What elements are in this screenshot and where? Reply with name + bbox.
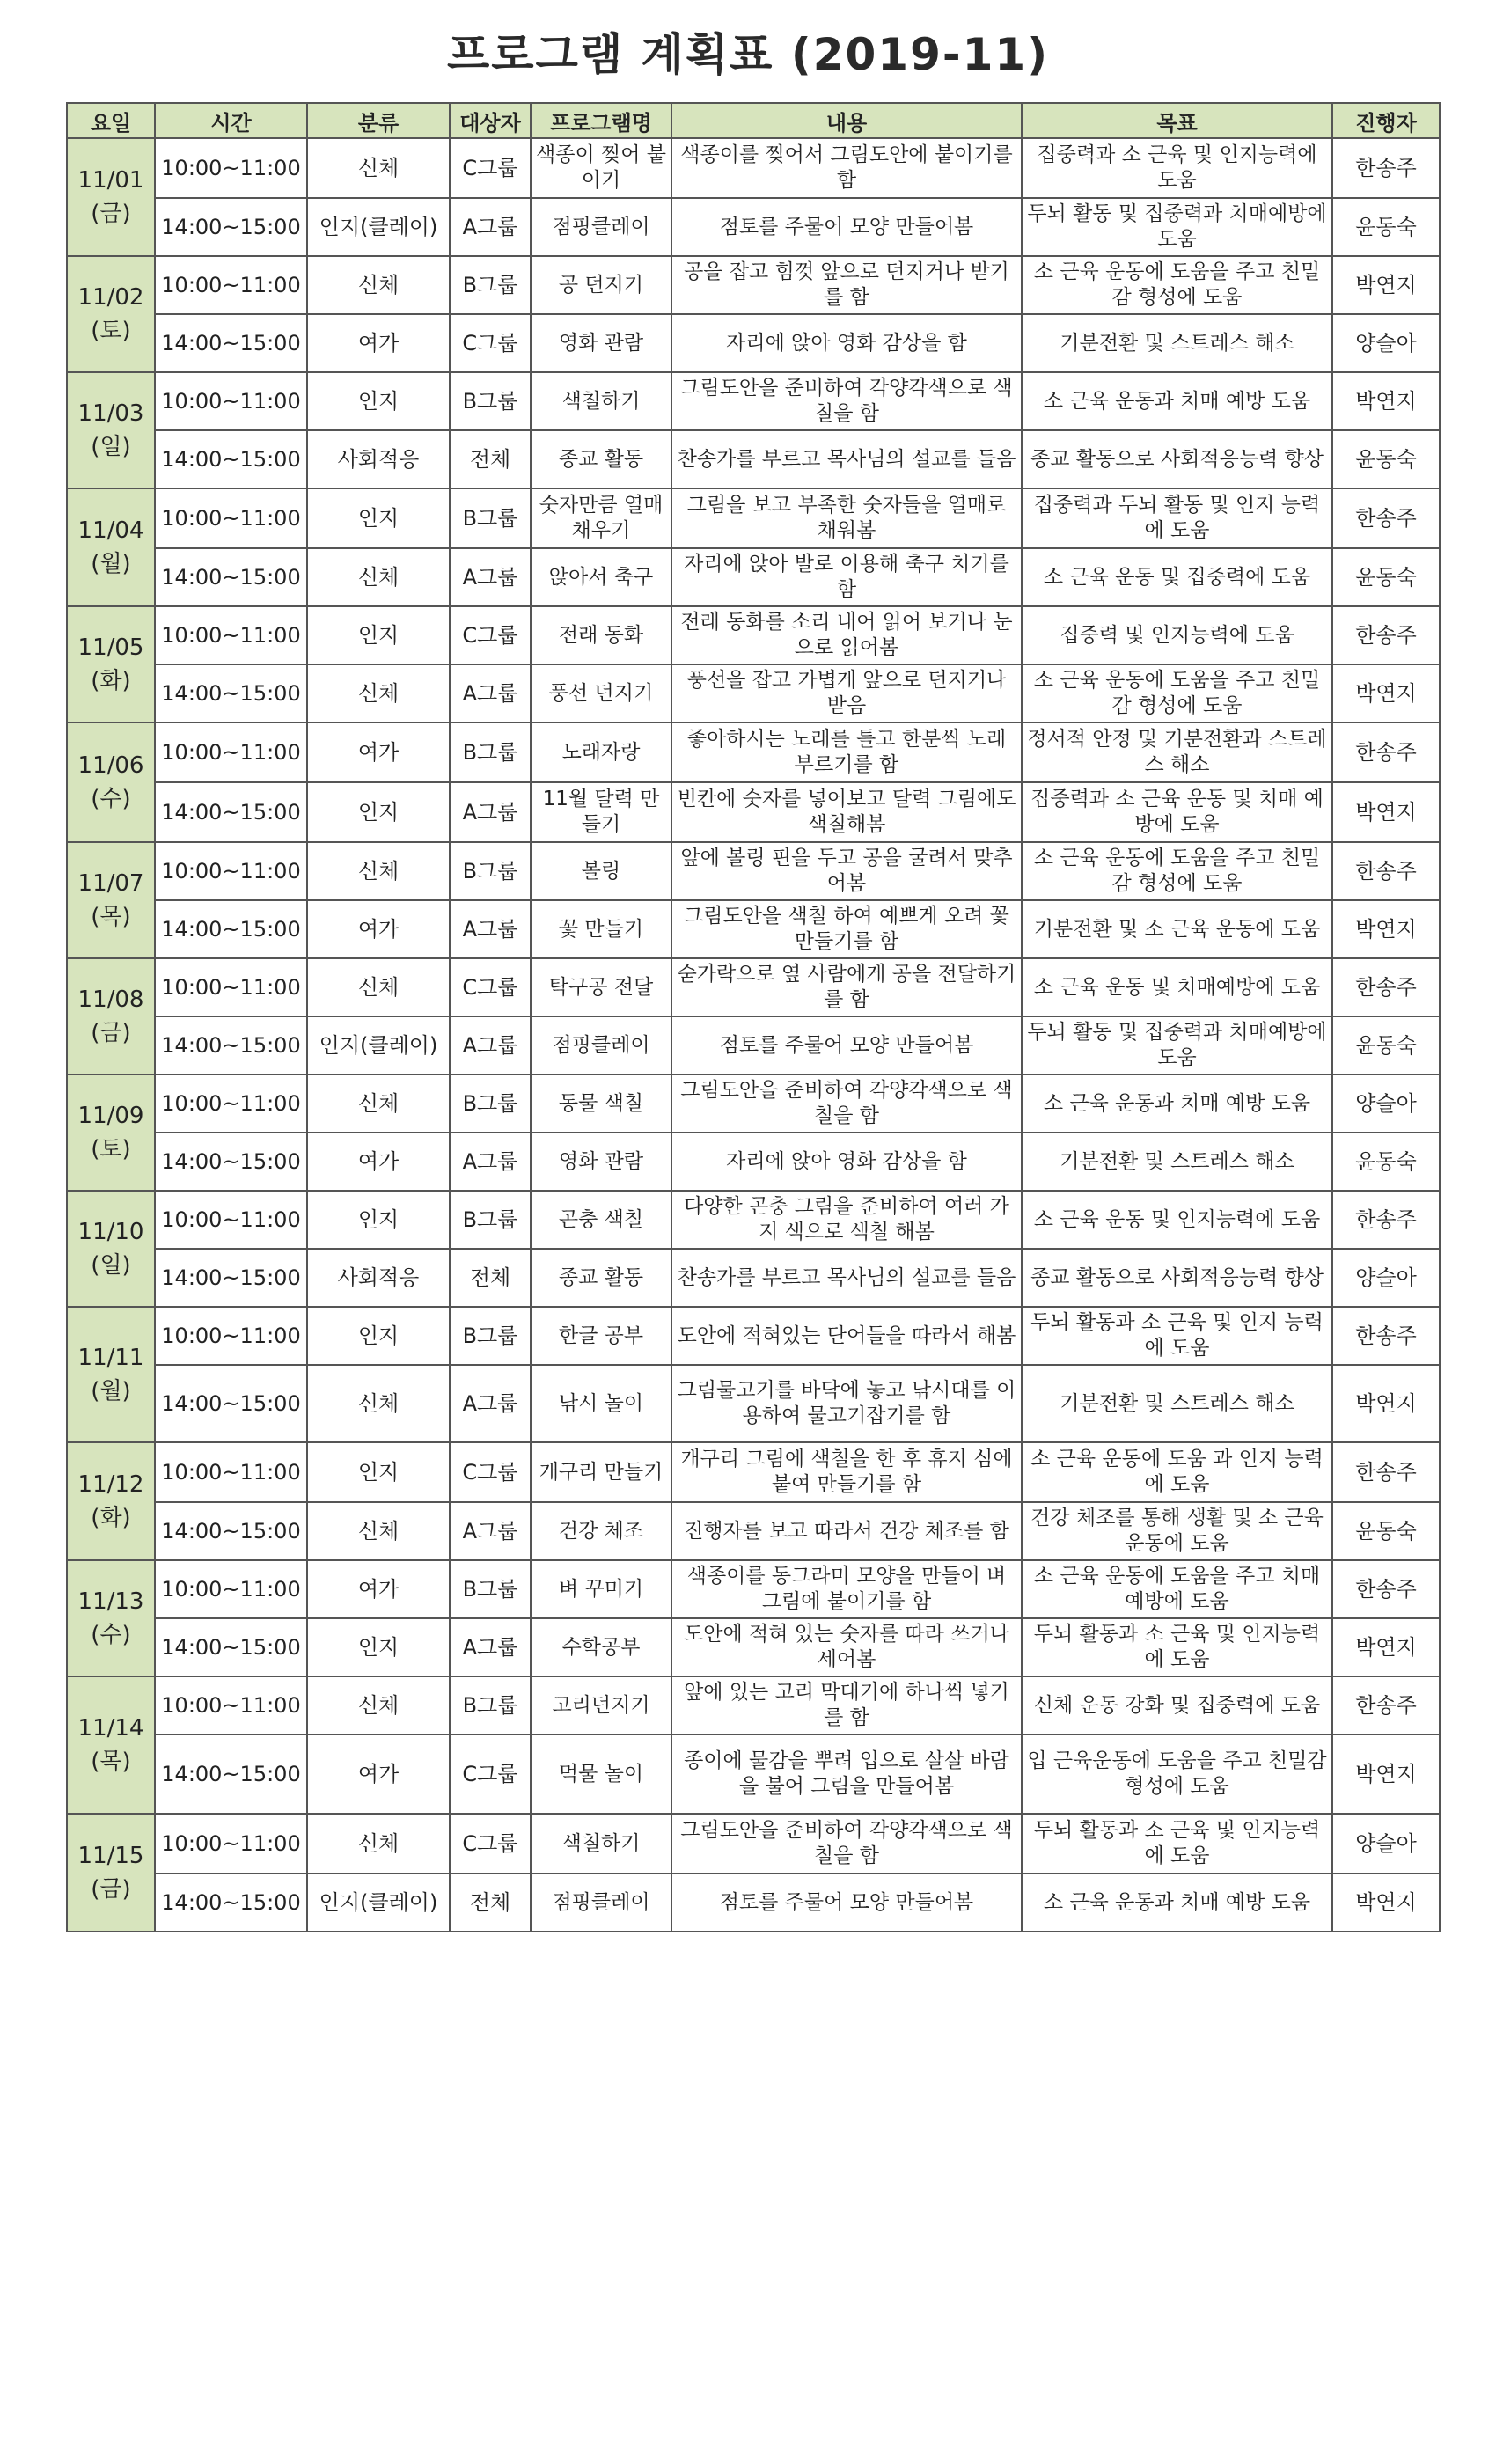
goal-cell: 집중력 및 인지능력에 도움 bbox=[1022, 606, 1332, 664]
category-cell: 여가 bbox=[307, 1133, 450, 1191]
day-weekday: (월) bbox=[91, 551, 131, 577]
time-cell: 10:00~11:00 bbox=[155, 1307, 307, 1365]
leader-cell: 한송주 bbox=[1332, 1307, 1440, 1365]
table-row bbox=[67, 548, 1440, 606]
leader-cell: 윤동숙 bbox=[1332, 1016, 1440, 1074]
program-cell: 동물 색칠 bbox=[531, 1074, 671, 1133]
leader-cell: 한송주 bbox=[1332, 958, 1440, 1016]
table-row bbox=[67, 1874, 1440, 1932]
content-cell: 그림물고기를 바닥에 놓고 낚시대를 이용하여 물고기잡기를 함 bbox=[671, 1365, 1022, 1442]
header-day: 요일 bbox=[67, 103, 155, 138]
content-cell: 앞에 볼링 핀을 두고 공을 굴려서 맞추어봄 bbox=[671, 842, 1022, 900]
leader-cell: 한송주 bbox=[1332, 606, 1440, 664]
target-cell: C그룹 bbox=[450, 1814, 531, 1874]
content-cell: 진행자를 보고 따라서 건강 체조를 함 bbox=[671, 1502, 1022, 1560]
category-cell: 인지 bbox=[307, 1618, 450, 1676]
program-cell: 개구리 만들기 bbox=[531, 1442, 671, 1502]
category-cell: 신체 bbox=[307, 958, 450, 1016]
time-cell: 14:00~15:00 bbox=[155, 430, 307, 488]
goal-cell: 소 근육 운동 및 집중력에 도움 bbox=[1022, 548, 1332, 606]
day-cell bbox=[67, 1191, 155, 1307]
table-row bbox=[67, 138, 1440, 198]
leader-cell: 양슬아 bbox=[1332, 1814, 1440, 1874]
goal-cell: 집중력과 소 근육 운동 및 치매 예방에 도움 bbox=[1022, 782, 1332, 842]
leader-cell: 박연지 bbox=[1332, 1618, 1440, 1676]
time-cell: 14:00~15:00 bbox=[155, 1016, 307, 1074]
table-row bbox=[67, 1734, 1440, 1814]
goal-cell: 기분전환 및 소 근육 운동에 도움 bbox=[1022, 900, 1332, 958]
goal-cell: 두뇌 활동과 소 근육 및 인지능력에 도움 bbox=[1022, 1814, 1332, 1874]
day-cell bbox=[67, 1560, 155, 1676]
target-cell: B그룹 bbox=[450, 1307, 531, 1365]
table-row bbox=[67, 606, 1440, 664]
leader-cell: 박연지 bbox=[1332, 782, 1440, 842]
time-cell: 10:00~11:00 bbox=[155, 958, 307, 1016]
category-cell: 사회적응 bbox=[307, 1249, 450, 1307]
goal-cell: 건강 체조를 통해 생활 및 소 근육 운동에 도움 bbox=[1022, 1502, 1332, 1560]
leader-cell: 한송주 bbox=[1332, 1191, 1440, 1249]
content-cell: 찬송가를 부르고 목사님의 설교를 들음 bbox=[671, 1249, 1022, 1307]
table-row bbox=[67, 1502, 1440, 1560]
table-header-row bbox=[67, 103, 1440, 138]
content-cell: 전래 동화를 소리 내어 읽어 보거나 눈으로 읽어봄 bbox=[671, 606, 1022, 664]
day-weekday: (일) bbox=[91, 434, 131, 460]
target-cell: B그룹 bbox=[450, 1191, 531, 1249]
time-cell: 14:00~15:00 bbox=[155, 1133, 307, 1191]
target-cell: C그룹 bbox=[450, 314, 531, 372]
category-cell: 여가 bbox=[307, 1734, 450, 1814]
content-cell: 색종이를 동그라미 모양을 만들어 벼 그림에 붙이기를 함 bbox=[671, 1560, 1022, 1618]
time-cell: 10:00~11:00 bbox=[155, 1074, 307, 1133]
program-cell: 영화 관람 bbox=[531, 314, 671, 372]
day-date: 11/08 bbox=[77, 986, 144, 1013]
leader-cell: 한송주 bbox=[1332, 842, 1440, 900]
time-cell: 10:00~11:00 bbox=[155, 1814, 307, 1874]
day-weekday: (금) bbox=[91, 1020, 131, 1046]
category-cell: 여가 bbox=[307, 314, 450, 372]
target-cell: A그룹 bbox=[450, 900, 531, 958]
leader-cell: 윤동숙 bbox=[1332, 430, 1440, 488]
category-cell: 신체 bbox=[307, 1365, 450, 1442]
day-weekday: (화) bbox=[91, 668, 131, 694]
table-row bbox=[67, 842, 1440, 900]
category-cell: 사회적응 bbox=[307, 430, 450, 488]
target-cell: A그룹 bbox=[450, 1502, 531, 1560]
goal-cell: 집중력과 소 근육 및 인지능력에 도움 bbox=[1022, 138, 1332, 198]
program-cell: 점핑클레이 bbox=[531, 1016, 671, 1074]
day-cell bbox=[67, 958, 155, 1074]
table-row bbox=[67, 722, 1440, 782]
day-weekday: (화) bbox=[91, 1505, 131, 1531]
target-cell: B그룹 bbox=[450, 842, 531, 900]
goal-cell: 기분전환 및 스트레스 해소 bbox=[1022, 1133, 1332, 1191]
program-cell: 곤충 색칠 bbox=[531, 1191, 671, 1249]
day-cell bbox=[67, 1442, 155, 1560]
time-cell: 10:00~11:00 bbox=[155, 1442, 307, 1502]
day-date: 11/07 bbox=[77, 870, 144, 897]
program-cell: 11월 달력 만들기 bbox=[531, 782, 671, 842]
page-title: 프로그램 계획표 (2019-11) bbox=[446, 29, 1050, 80]
day-date: 11/10 bbox=[77, 1219, 144, 1245]
day-weekday: (토) bbox=[91, 1136, 131, 1162]
leader-cell: 윤동숙 bbox=[1332, 548, 1440, 606]
time-cell: 10:00~11:00 bbox=[155, 722, 307, 782]
content-cell: 그림도안을 준비하여 각양각색으로 색칠을 함 bbox=[671, 1814, 1022, 1874]
goal-cell: 두뇌 활동과 소 근육 및 인지 능력에 도움 bbox=[1022, 1307, 1332, 1365]
day-cell bbox=[67, 138, 155, 256]
category-cell: 신체 bbox=[307, 842, 450, 900]
day-date: 11/05 bbox=[77, 634, 144, 661]
target-cell: 전체 bbox=[450, 430, 531, 488]
program-cell: 점핑클레이 bbox=[531, 1874, 671, 1932]
table-row bbox=[67, 372, 1440, 430]
table-row bbox=[67, 1676, 1440, 1734]
content-cell: 그림도안을 준비하여 각양각색으로 색칠을 함 bbox=[671, 1074, 1022, 1133]
leader-cell: 박연지 bbox=[1332, 1734, 1440, 1814]
leader-cell: 박연지 bbox=[1332, 1365, 1440, 1442]
category-cell: 신체 bbox=[307, 1074, 450, 1133]
table-row bbox=[67, 1191, 1440, 1249]
goal-cell: 소 근육 운동 및 치매예방에 도움 bbox=[1022, 958, 1332, 1016]
day-date: 11/06 bbox=[77, 752, 144, 779]
header-program: 프로그램명 bbox=[531, 103, 671, 138]
time-cell: 14:00~15:00 bbox=[155, 664, 307, 722]
table-row bbox=[67, 1560, 1440, 1618]
goal-cell: 집중력과 두뇌 활동 및 인지 능력에 도움 bbox=[1022, 488, 1332, 548]
program-cell: 색칠하기 bbox=[531, 1814, 671, 1874]
category-cell: 신체 bbox=[307, 664, 450, 722]
target-cell: B그룹 bbox=[450, 1560, 531, 1618]
table-row bbox=[67, 1814, 1440, 1874]
day-weekday: (일) bbox=[91, 1252, 131, 1279]
program-cell: 고리던지기 bbox=[531, 1676, 671, 1734]
time-cell: 14:00~15:00 bbox=[155, 1734, 307, 1814]
time-cell: 10:00~11:00 bbox=[155, 488, 307, 548]
leader-cell: 한송주 bbox=[1332, 1442, 1440, 1502]
goal-cell: 두뇌 활동 및 집중력과 치매예방에 도움 bbox=[1022, 198, 1332, 256]
category-cell: 인지 bbox=[307, 1442, 450, 1502]
target-cell: A그룹 bbox=[450, 664, 531, 722]
category-cell: 신체 bbox=[307, 256, 450, 314]
content-cell: 도안에 적혀 있는 숫자를 따라 쓰거나 세어봄 bbox=[671, 1618, 1022, 1676]
day-date: 11/02 bbox=[77, 284, 144, 311]
header-content: 내용 bbox=[671, 103, 1022, 138]
table-row bbox=[67, 782, 1440, 842]
leader-cell: 윤동숙 bbox=[1332, 1133, 1440, 1191]
content-cell: 풍선을 잡고 가볍게 앞으로 던지거나 받음 bbox=[671, 664, 1022, 722]
time-cell: 14:00~15:00 bbox=[155, 198, 307, 256]
content-cell: 찬송가를 부르고 목사님의 설교를 들음 bbox=[671, 430, 1022, 488]
program-cell: 점핑클레이 bbox=[531, 198, 671, 256]
day-date: 11/01 bbox=[77, 167, 144, 194]
content-cell: 공을 잡고 힘껏 앞으로 던지거나 받기를 함 bbox=[671, 256, 1022, 314]
target-cell: C그룹 bbox=[450, 1734, 531, 1814]
target-cell: C그룹 bbox=[450, 606, 531, 664]
category-cell: 인지(클레이) bbox=[307, 198, 450, 256]
program-cell: 탁구공 전달 bbox=[531, 958, 671, 1016]
content-cell: 좋아하시는 노래를 틀고 한분씩 노래 부르기를 함 bbox=[671, 722, 1022, 782]
content-cell: 자리에 앉아 영화 감상을 함 bbox=[671, 314, 1022, 372]
table-body bbox=[67, 138, 1440, 1932]
time-cell: 10:00~11:00 bbox=[155, 256, 307, 314]
content-cell: 점토를 주물어 모양 만들어봄 bbox=[671, 198, 1022, 256]
target-cell: B그룹 bbox=[450, 372, 531, 430]
time-cell: 14:00~15:00 bbox=[155, 782, 307, 842]
goal-cell: 두뇌 활동과 소 근육 및 인지능력에 도움 bbox=[1022, 1618, 1332, 1676]
time-cell: 10:00~11:00 bbox=[155, 842, 307, 900]
leader-cell: 한송주 bbox=[1332, 1676, 1440, 1734]
table-row bbox=[67, 1442, 1440, 1502]
goal-cell: 두뇌 활동 및 집중력과 치매예방에 도움 bbox=[1022, 1016, 1332, 1074]
goal-cell: 종교 활동으로 사회적응능력 향상 bbox=[1022, 430, 1332, 488]
target-cell: C그룹 bbox=[450, 1442, 531, 1502]
target-cell: B그룹 bbox=[450, 256, 531, 314]
day-date: 11/04 bbox=[77, 517, 144, 544]
content-cell: 점토를 주물어 모양 만들어봄 bbox=[671, 1016, 1022, 1074]
table-row bbox=[67, 1365, 1440, 1442]
table-row bbox=[67, 900, 1440, 958]
target-cell: 전체 bbox=[450, 1874, 531, 1932]
table-row bbox=[67, 664, 1440, 722]
program-cell: 색종이 찢어 붙이기 bbox=[531, 138, 671, 198]
table-row bbox=[67, 488, 1440, 548]
program-cell: 종교 활동 bbox=[531, 430, 671, 488]
content-cell: 자리에 앉아 영화 감상을 함 bbox=[671, 1133, 1022, 1191]
day-cell bbox=[67, 1307, 155, 1442]
header-time: 시간 bbox=[155, 103, 307, 138]
table-row bbox=[67, 198, 1440, 256]
program-cell: 꽃 만들기 bbox=[531, 900, 671, 958]
day-weekday: (월) bbox=[91, 1378, 131, 1404]
goal-cell: 기분전환 및 스트레스 해소 bbox=[1022, 314, 1332, 372]
time-cell: 14:00~15:00 bbox=[155, 548, 307, 606]
leader-cell: 박연지 bbox=[1332, 372, 1440, 430]
leader-cell: 양슬아 bbox=[1332, 1249, 1440, 1307]
time-cell: 14:00~15:00 bbox=[155, 1874, 307, 1932]
time-cell: 10:00~11:00 bbox=[155, 1191, 307, 1249]
category-cell: 신체 bbox=[307, 1676, 450, 1734]
target-cell: B그룹 bbox=[450, 488, 531, 548]
goal-cell: 소 근육 운동에 도움을 주고 친밀감 형성에 도움 bbox=[1022, 842, 1332, 900]
category-cell: 인지(클레이) bbox=[307, 1874, 450, 1932]
day-weekday: (목) bbox=[91, 1749, 131, 1775]
goal-cell: 소 근육 운동에 도움을 주고 친밀감 형성에 도움 bbox=[1022, 664, 1332, 722]
header-category: 분류 bbox=[307, 103, 450, 138]
leader-cell: 박연지 bbox=[1332, 900, 1440, 958]
table-row bbox=[67, 1016, 1440, 1074]
time-cell: 10:00~11:00 bbox=[155, 1676, 307, 1734]
target-cell: A그룹 bbox=[450, 1618, 531, 1676]
time-cell: 10:00~11:00 bbox=[155, 606, 307, 664]
target-cell: A그룹 bbox=[450, 548, 531, 606]
category-cell: 신체 bbox=[307, 138, 450, 198]
time-cell: 14:00~15:00 bbox=[155, 1365, 307, 1442]
day-weekday: (금) bbox=[91, 1876, 131, 1903]
program-schedule-table bbox=[66, 102, 1441, 1932]
category-cell: 인지 bbox=[307, 782, 450, 842]
program-cell: 종교 활동 bbox=[531, 1249, 671, 1307]
content-cell: 그림도안을 준비하여 각양각색으로 색칠을 함 bbox=[671, 372, 1022, 430]
category-cell: 신체 bbox=[307, 1814, 450, 1874]
day-weekday: (수) bbox=[91, 1622, 131, 1648]
leader-cell: 한송주 bbox=[1332, 1560, 1440, 1618]
day-weekday: (목) bbox=[91, 904, 131, 930]
time-cell: 10:00~11:00 bbox=[155, 138, 307, 198]
content-cell: 자리에 앉아 발로 이용해 축구 치기를 함 bbox=[671, 548, 1022, 606]
program-cell: 한글 공부 bbox=[531, 1307, 671, 1365]
day-cell bbox=[67, 488, 155, 606]
leader-cell: 윤동숙 bbox=[1332, 198, 1440, 256]
table-row bbox=[67, 1307, 1440, 1365]
day-weekday: (금) bbox=[91, 201, 131, 227]
goal-cell: 소 근육 운동에 도움을 주고 친밀감 형성에 도움 bbox=[1022, 256, 1332, 314]
program-cell: 볼링 bbox=[531, 842, 671, 900]
time-cell: 14:00~15:00 bbox=[155, 900, 307, 958]
table-row bbox=[67, 1133, 1440, 1191]
program-cell: 건강 체조 bbox=[531, 1502, 671, 1560]
goal-cell: 소 근육 운동에 도움을 주고 치매예방에 도움 bbox=[1022, 1560, 1332, 1618]
target-cell: A그룹 bbox=[450, 1016, 531, 1074]
day-date: 11/15 bbox=[77, 1843, 144, 1869]
table-row bbox=[67, 1074, 1440, 1133]
program-cell: 노래자랑 bbox=[531, 722, 671, 782]
category-cell: 인지 bbox=[307, 372, 450, 430]
goal-cell: 소 근육 운동과 치매 예방 도움 bbox=[1022, 372, 1332, 430]
goal-cell: 기분전환 및 스트레스 해소 bbox=[1022, 1365, 1332, 1442]
goal-cell: 종교 활동으로 사회적응능력 향상 bbox=[1022, 1249, 1332, 1307]
category-cell: 신체 bbox=[307, 548, 450, 606]
category-cell: 여가 bbox=[307, 1560, 450, 1618]
target-cell: B그룹 bbox=[450, 1676, 531, 1734]
table-row bbox=[67, 256, 1440, 314]
category-cell: 인지 bbox=[307, 488, 450, 548]
goal-cell: 소 근육 운동 및 인지능력에 도움 bbox=[1022, 1191, 1332, 1249]
program-cell: 숫자만큼 열매 채우기 bbox=[531, 488, 671, 548]
program-cell: 영화 관람 bbox=[531, 1133, 671, 1191]
target-cell: C그룹 bbox=[450, 958, 531, 1016]
header-target: 대상자 bbox=[450, 103, 531, 138]
day-weekday: (토) bbox=[91, 318, 131, 344]
content-cell: 종이에 물감을 뿌려 입으로 살살 바람을 불어 그림을 만들어봄 bbox=[671, 1734, 1022, 1814]
target-cell: C그룹 bbox=[450, 138, 531, 198]
program-cell: 앉아서 축구 bbox=[531, 548, 671, 606]
target-cell: A그룹 bbox=[450, 198, 531, 256]
leader-cell: 한송주 bbox=[1332, 722, 1440, 782]
table-row bbox=[67, 430, 1440, 488]
day-date: 11/03 bbox=[77, 400, 144, 427]
target-cell: B그룹 bbox=[450, 1074, 531, 1133]
time-cell: 10:00~11:00 bbox=[155, 372, 307, 430]
table-row bbox=[67, 1618, 1440, 1676]
program-cell: 전래 동화 bbox=[531, 606, 671, 664]
category-cell: 여가 bbox=[307, 900, 450, 958]
content-cell: 그림을 보고 부족한 숫자들을 열매로 채워봄 bbox=[671, 488, 1022, 548]
time-cell: 14:00~15:00 bbox=[155, 314, 307, 372]
content-cell: 숟가락으로 옆 사람에게 공을 전달하기를 함 bbox=[671, 958, 1022, 1016]
leader-cell: 박연지 bbox=[1332, 1874, 1440, 1932]
goal-cell: 입 근육운동에 도움을 주고 친밀감 형성에 도움 bbox=[1022, 1734, 1332, 1814]
table-row bbox=[67, 314, 1440, 372]
leader-cell: 박연지 bbox=[1332, 664, 1440, 722]
day-cell bbox=[67, 842, 155, 958]
day-weekday: (수) bbox=[91, 786, 131, 812]
day-cell bbox=[67, 1814, 155, 1932]
header-goal: 목표 bbox=[1022, 103, 1332, 138]
target-cell: B그룹 bbox=[450, 722, 531, 782]
category-cell: 인지(클레이) bbox=[307, 1016, 450, 1074]
goal-cell: 정서적 안정 및 기분전환과 스트레스 해소 bbox=[1022, 722, 1332, 782]
category-cell: 인지 bbox=[307, 1191, 450, 1249]
category-cell: 인지 bbox=[307, 606, 450, 664]
day-date: 11/12 bbox=[77, 1471, 144, 1498]
time-cell: 14:00~15:00 bbox=[155, 1618, 307, 1676]
goal-cell: 신체 운동 강화 및 집중력에 도움 bbox=[1022, 1676, 1332, 1734]
leader-cell: 박연지 bbox=[1332, 256, 1440, 314]
day-cell bbox=[67, 606, 155, 722]
target-cell: 전체 bbox=[450, 1249, 531, 1307]
day-cell bbox=[67, 1074, 155, 1191]
goal-cell: 소 근육 운동과 치매 예방 도움 bbox=[1022, 1074, 1332, 1133]
table-row bbox=[67, 958, 1440, 1016]
day-date: 11/09 bbox=[77, 1103, 144, 1129]
program-cell: 낚시 놀이 bbox=[531, 1365, 671, 1442]
leader-cell: 양슬아 bbox=[1332, 1074, 1440, 1133]
content-cell: 빈칸에 숫자를 넣어보고 달력 그림에도 색칠해봄 bbox=[671, 782, 1022, 842]
leader-cell: 한송주 bbox=[1332, 488, 1440, 548]
goal-cell: 소 근육 운동과 치매 예방 도움 bbox=[1022, 1874, 1332, 1932]
day-date: 11/13 bbox=[77, 1588, 144, 1615]
goal-cell: 소 근육 운동에 도움 과 인지 능력에 도움 bbox=[1022, 1442, 1332, 1502]
program-cell: 벼 꾸미기 bbox=[531, 1560, 671, 1618]
day-cell bbox=[67, 722, 155, 842]
table-row bbox=[67, 1249, 1440, 1307]
day-date: 11/11 bbox=[77, 1345, 144, 1371]
day-cell bbox=[67, 372, 155, 488]
time-cell: 14:00~15:00 bbox=[155, 1502, 307, 1560]
target-cell: A그룹 bbox=[450, 1365, 531, 1442]
program-cell: 풍선 던지기 bbox=[531, 664, 671, 722]
content-cell: 도안에 적혀있는 단어들을 따라서 해봄 bbox=[671, 1307, 1022, 1365]
category-cell: 신체 bbox=[307, 1502, 450, 1560]
time-cell: 10:00~11:00 bbox=[155, 1560, 307, 1618]
day-cell bbox=[67, 1676, 155, 1814]
leader-cell: 윤동숙 bbox=[1332, 1502, 1440, 1560]
program-cell: 색칠하기 bbox=[531, 372, 671, 430]
content-cell: 다양한 곤충 그림을 준비하여 여러 가지 색으로 색칠 해봄 bbox=[671, 1191, 1022, 1249]
target-cell: A그룹 bbox=[450, 1133, 531, 1191]
header-leader: 진행자 bbox=[1332, 103, 1440, 138]
content-cell: 앞에 있는 고리 막대기에 하나씩 넣기를 함 bbox=[671, 1676, 1022, 1734]
leader-cell: 양슬아 bbox=[1332, 314, 1440, 372]
target-cell: A그룹 bbox=[450, 782, 531, 842]
program-cell: 먹물 놀이 bbox=[531, 1734, 671, 1814]
day-date: 11/14 bbox=[77, 1715, 144, 1742]
content-cell: 그림도안을 색칠 하여 예쁘게 오려 꽃 만들기를 함 bbox=[671, 900, 1022, 958]
category-cell: 여가 bbox=[307, 722, 450, 782]
content-cell: 점토를 주물어 모양 만들어봄 bbox=[671, 1874, 1022, 1932]
program-cell: 공 던지기 bbox=[531, 256, 671, 314]
category-cell: 인지 bbox=[307, 1307, 450, 1365]
program-cell: 수학공부 bbox=[531, 1618, 671, 1676]
day-cell bbox=[67, 256, 155, 372]
time-cell: 14:00~15:00 bbox=[155, 1249, 307, 1307]
leader-cell: 한송주 bbox=[1332, 138, 1440, 198]
content-cell: 개구리 그림에 색칠을 한 후 휴지 심에 붙여 만들기를 함 bbox=[671, 1442, 1022, 1502]
content-cell: 색종이를 찢어서 그림도안에 붙이기를 함 bbox=[671, 138, 1022, 198]
